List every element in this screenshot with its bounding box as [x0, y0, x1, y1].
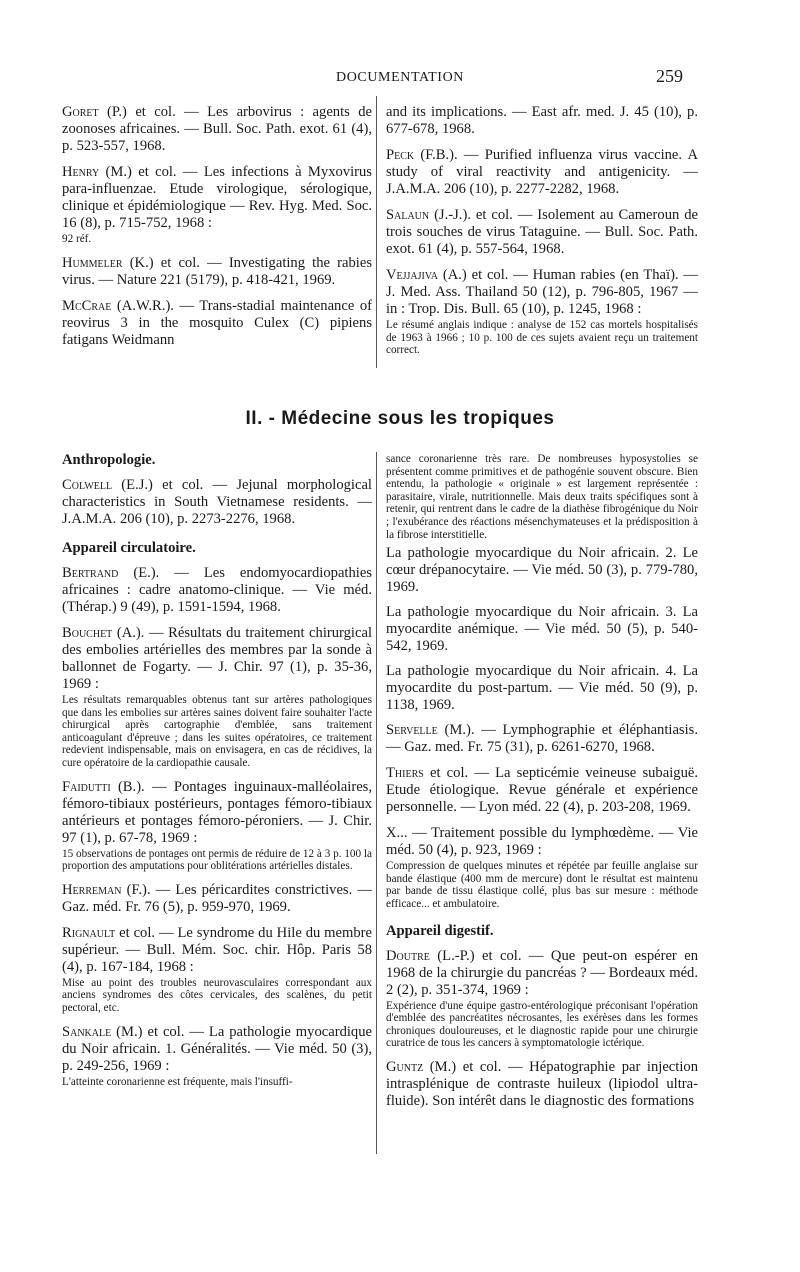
entry-citation: (J.-J.). et col. — Isolement au Cameroun de trois souches de virus Tataguine. — Bull. Soc. Path. exot. 61 (4), p. 557-564, 1968. [386, 207, 698, 257]
entry-author: Doutre [386, 947, 430, 964]
entry-citation: (B.). — Pontages inguinaux-malléolaires, fémoro-tibiaux postérieurs, pontages fémoro-tibiaux antérieurs et pontages fémoro-péroniers. — J. Chir. 97 (1), p. 67-78, 1969 : [62, 778, 372, 846]
bibliography-entry [62, 882, 372, 916]
bibliography-entry [386, 267, 698, 357]
entry-citation: — Traitement possible du lymphœdème. — Vie méd. 50 (4), p. 923, 1969 : [386, 825, 698, 859]
entry-author: Servelle [386, 722, 438, 739]
entry-author: Faidutti [62, 778, 111, 795]
subsection-heading: Appareil circulatoire. [62, 540, 196, 556]
bottom-right-column [386, 453, 698, 1119]
bibliography-entry [386, 765, 698, 816]
entry-author: Vejjajiva [386, 267, 439, 283]
bibliography-entry [62, 625, 372, 770]
bibliography-entry [62, 164, 372, 246]
entry-note-continuation: sance coronarienne très rare. De nombreuses hyposystolies se présentent comme primitives et de pathogénie souvent obscure. Bien entendu, la pathologie « originale » est largement représentée : parasitaire, virale, nutritionnelle. Mais deux traits spécifiques sont à retenir, qui rentrent dans le cadre de la diathèse fibrogénique du Noir ; l'exubérance des réactions mésenchymateuses et la prédisposition à la fibrose interstitielle. [386, 453, 698, 541]
entry-citation: et col. — Le syndrome du Hile du membre supérieur. — Bull. Mém. Soc. chir. Hôp. Paris 58 (4), p. 167-184, 1968 : [62, 924, 372, 975]
entry-author: Bertrand [62, 565, 119, 581]
entry-citation: (K.) et col. — Investigating the rabies virus. — Nature 221 (5179), p. 418-421, 1969. [62, 254, 372, 288]
entry-continuation: and its implications. — East afr. med. J. 45 (10), p. 677-678, 1968. [386, 104, 698, 137]
top-left-column [62, 104, 372, 358]
bibliography-entry [62, 565, 372, 616]
entry-note: Mise au point des troubles neurovasculaires correspondant aux anciens syndromes des côtes cervicales, des scalènes, du petit pectoral, etc. [62, 976, 372, 1014]
entry-author: Goret [62, 104, 99, 120]
entry-note: 15 observations de pontages ont permis de réduire de 12 à 3 p. 100 la proportion des amputations pour oblitérations artérielles distales. [62, 847, 372, 873]
entry-citation: (M.) et col. — Les infections à Myxovirus para-influenzae. Etude virologique, sérologique, clinique et épidémiologique — Rev. Hyg. Med. Soc. 16 (8), p. 715-752, 1968 : [62, 164, 372, 231]
bibliography-entry [386, 207, 698, 258]
bibliography-entry [386, 722, 698, 756]
entry-citation: (M.). — Lymphographie et éléphantiasis. — Gaz. med. Fr. 75 (31), p. 6261-6270, 1968. [386, 722, 698, 756]
entry-note: Compression de quelques minutes et répétée par feuille anglaise sur bande élastique (400 mm de mercure) dont le résultat est maintenu par bande de tissu élastique collé, plus bas sur mesure : méthode efficace... et ambulatoire. [386, 860, 698, 910]
entry-author: Peck [386, 147, 415, 163]
entry-note: Le résumé anglais indique : analyse de 152 cas mortels hospitalisés de 1963 à 1966 ; 10 p. 100 de ces sujets avaient reçu un traitement correct. [386, 319, 698, 357]
entry-citation: (E.J.) et col. — Jejunal morphological characteristics in South Vietnamese residents. — J.A.M.A. 206 (10), p. 2273-2276, 1968. [62, 477, 372, 527]
bibliography-entry [62, 477, 372, 528]
entry-citation: (M.) et col. — La pathologie myocardique du Noir africain. 1. Généralités. — Vie méd. 50 (3), p. 249-256, 1969 : [62, 1023, 372, 1074]
entry-citation: (L.-P.) et col. — Que peut-on espérer en 1968 de la chirurgie du pancréas ? — Bordeaux méd. 2 (2), p. 351-374, 1969 : [386, 947, 698, 998]
bibliography-entry [62, 1024, 372, 1089]
bibliography-sub-entry: La pathologie myocardique du Noir africain. 2. Le cœur drépanocytaire. — Vie méd. 50 (3), p. 779-780, 1969. [386, 545, 698, 596]
entry-author: Hummeler [62, 254, 123, 271]
running-title: DOCUMENTATION [335, 70, 464, 85]
entry-author: Bouchet [62, 625, 113, 641]
entry-author: Salaun [386, 207, 430, 223]
bibliography-entry [62, 104, 372, 155]
section-title: II. - Médecine sous les tropiques [245, 408, 555, 429]
entry-note: 92 réf. [62, 233, 92, 245]
entry-citation: (F.). — Les péricardites constrictives. — Gaz. méd. Fr. 76 (5), p. 959-970, 1969. [62, 881, 372, 915]
entry-author: X... [386, 825, 408, 842]
entry-note: Expérience d'une équipe gastro-entérologique préconisant l'opération d'emblée des pancréatites nécrosantes, les exérèses dans les formes chroniques douloureuses, et le diagnostic rapide pour une chirurgie curatrice de tous les cancers à symptomatologie ictérique. [386, 999, 698, 1050]
entry-citation: et col. — La septicémie veineuse subaiguë. Etude étiologique. Revue générale et expérience personnelle. — Lyon méd. 22 (4), p. 203-208, 1969. [386, 765, 698, 816]
entry-citation: (P.) et col. — Les arbovirus : agents de zoonoses africaines. — Bull. Soc. Path. exot. 61 (4), p. 523-557, 1968. [62, 104, 372, 154]
entry-author: Sankale [62, 1023, 112, 1040]
bibliography-entry [62, 779, 372, 873]
entry-citation: (F.B.). — Purified influenza virus vaccine. A study of viral reactivity and antigenicity. — J.A.M.A. 206 (10), p. 2277-2282, 1968. [386, 147, 698, 197]
bibliography-sub-entry: La pathologie myocardique du Noir africain. 4. La myocardite du post-partum. — Vie méd. 50 (9), p. 1138, 1969. [386, 663, 698, 714]
bibliography-entry [386, 147, 698, 198]
entry-note: Les résultats remarquables obtenus tant sur artères pathologiques que dans les embolies sur artères saines doivent faire souhaiter l'acte chirurgical après cartographie d'emblée, sans traitement anticoagulant d'épreuve ; dans les suites opératoires, ce traitement redevient indispensable, mais on envisagera, en cas de récidives, la cure opératoire de la cardiopathie causale. [62, 694, 372, 769]
entry-author: Guntz [386, 1058, 424, 1075]
entry-citation: (A.). — Résultats du traitement chirurgical des embolies artérielles des membres par la sonde à ballonnet de Fogarty. — J. Chir. 97 (1), p. 35-36, 1969 : [62, 625, 372, 692]
entry-author: Rignault [62, 924, 116, 941]
column-divider-top [376, 96, 377, 368]
entry-author: Colwell [62, 477, 113, 493]
bibliography-entry [386, 825, 698, 910]
column-divider-bottom [376, 452, 377, 1154]
entry-note: L'atteinte coronarienne est fréquente, mais l'insuffi- [62, 1075, 293, 1088]
bibliography-sub-entry: La pathologie myocardique du Noir africain. 3. La myocardite anémique. — Vie méd. 50 (5), p. 540-542, 1969. [386, 604, 698, 655]
entry-citation: (M.) et col. — Hépatographie par injection intrasplénique de contraste huileux (lipiodol ultra-fluide). Son intérêt dans le diagnostic des formations [386, 1058, 698, 1109]
entry-author: Thiers [386, 765, 424, 782]
bibliography-entry [62, 925, 372, 1015]
top-right-column [386, 104, 698, 366]
entry-citation: (A.W.R.). — Trans-stadial maintenance of reovirus 3 in the mosquito Culex (C) pipiens fatigans Weidmann [62, 297, 372, 348]
bibliography-entry [62, 298, 372, 349]
entry-citation: (A.) et col. — Human rabies (en Thaï). — J. Med. Ass. Thailand 50 (12), p. 796-805, 1967 — in : Trop. Dis. Bull. 65 (10), p. 1245, 1968 : [386, 267, 698, 317]
entry-author: Henry [62, 164, 100, 180]
entry-author: McCrae [62, 297, 112, 314]
subsection-heading: Anthropologie. [62, 452, 156, 468]
bibliography-entry [62, 255, 372, 289]
entry-author: Herreman [62, 881, 122, 898]
entry-citation: (E.). — Les endomyocardiopathies africaines : cadre anatomo-clinique. — Vie méd. (Thérap.) 9 (49), p. 1591-1594, 1968. [62, 565, 372, 615]
subsection-heading: Appareil digestif. [386, 922, 494, 939]
bibliography-entry [386, 948, 698, 1050]
bottom-left-column [62, 452, 372, 1097]
page-number: 259 [656, 66, 683, 86]
bibliography-entry [386, 1059, 698, 1110]
